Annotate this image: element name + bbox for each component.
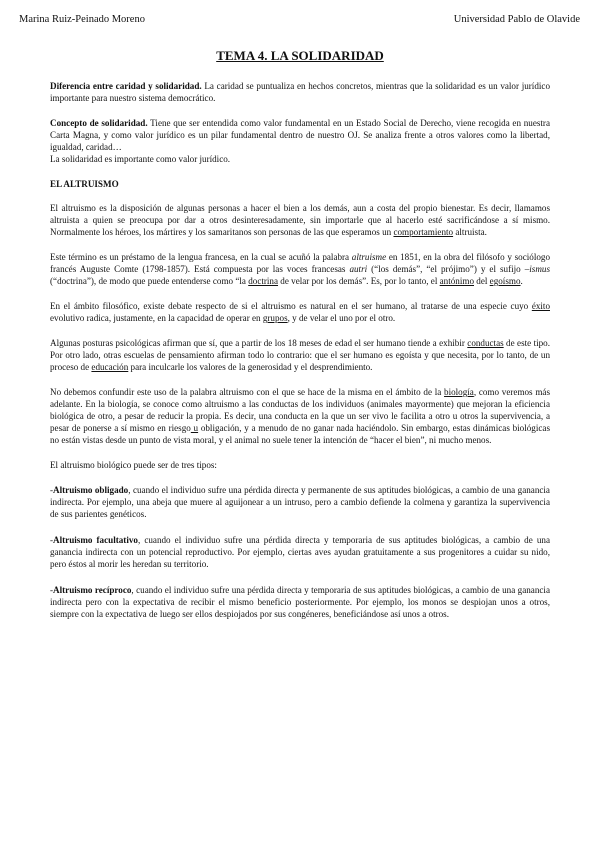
paragraph-concepto-solidaridad: Concepto de solidaridad. Tiene que ser entendida como valor fundamental en un Estado Social de Derecho, viene recogida en nuestra Carta Magna, y como valor jurídico es un pilar fundamental dentro de nuestro OJ. Se analiza frente a otros valores como la libertad, igualdad, caridad… La solidaridad es importante como valor jurídico. xyxy=(50,118,550,164)
document-body xyxy=(50,50,550,634)
document-title: TEMA 4. LA SOLIDARIDAD xyxy=(216,48,384,63)
link-egoismo[interactable]: egoísmo xyxy=(489,276,521,286)
paragraph-psicologico: Algunas posturas psicológicas afirman que sí, que a partir de los 18 meses de edad el ser humano tiende a exhibir conductas de este tipo. Por otro lado, otras escuelas de pensamiento afirman todo lo contrario: que el ser humano es egoísta y que necesita, por lo tanto, de un proceso de educación para inculcarle los valores de la generosidad y el desprendimiento. xyxy=(50,338,550,372)
paragraph-etimologia: Este término es un préstamo de la lengua francesa, en la cual se acuñó la palabra altruisme en 1851, en la obra del filósofo y sociólogo francés Auguste Comte (1798-1857). Está compuesta por las voces francesas autri (“los demás”, “el prójimo”) y el sufijo –ismus (“doctrina”), de modo que puede entenderse como “la doctrina de velar por los demás”. Es, por lo tanto, el antónimo del egoísmo. xyxy=(50,252,550,286)
list-item-label: Altruismo facultativo xyxy=(53,535,138,545)
paragraph-bold-lead: Diferencia entre caridad y solidaridad. xyxy=(50,81,202,91)
link-biologia[interactable]: biología xyxy=(444,387,474,397)
link-exito[interactable]: éxito xyxy=(531,301,550,311)
list-item: -Altruismo facultativo, cuando el individuo sufre una pérdida directa y temporaria de sus aptitudes biológicas, a cambio de una ganancia indirecta con un potencial reproductivo. Por ejemplo, ciertas aves ayudan gratuitamente a sus progenitores a cuidar su nido, pero éstos al morir les heredan su territorio. xyxy=(50,535,550,569)
link-conductas[interactable]: conductas xyxy=(467,338,504,348)
university-name: Universidad Pablo de Olavide xyxy=(453,14,580,25)
paragraph-biologia: No debemos confundir este uso de la palabra altruismo con el que se hace de la misma en el ámbito de la biología, como veremos más adelante. En la biología, se conoce como altruismo a las conductas de los individuos (animales mayormente) que mejoran la eficiencia biológica de otro, a pesar de reducir la propia. Es decir, una conducta en la que un ser vivo le facilita a otro u otros la supervivencia, a pesar de ponerse a sí mismo en riesgo u obligación, y a menudo de no ganar nada haciéndolo. Sin embargo, estas dinámicas biológicas no están vistas desde un punto de vista moral, y el animal no suele tener la intención de “hacer el bien”, ni mucho menos. xyxy=(50,387,550,445)
list-item: -Altruismo recíproco, cuando el individuo sufre una pérdida directa y temporaria de sus aptitudes biológicas, a cambio de una ganancia indirecta pero con la expectativa de recibir el mismo beneficio posteriormente. Por ejemplo, los monos se despiojan unos a otros, siempre con la expectativa de luego ser ellos despiojados por sus congéneres, beneficiándose así unos a otros. xyxy=(50,585,550,619)
paragraph-definicion: El altruismo es la disposición de algunas personas a hacer el bien a los demás, aun a costa del propio bienestar. Es decir, llamamos altruista a quien se preocupa por dar a otros desinteresadamente, sin importarle que al hacerlo esté sacrificándose a sí mismo. Normalmente los héroes, los mártires y los samaritanos son personas de las que esperamos un comportamiento altruista. xyxy=(50,203,550,237)
paragraph-caridad-solidaridad: Diferencia entre caridad y solidaridad. La caridad se puntualiza en hechos concretos, mientras que la solidaridad es un valor jurídico importante para nuestro sistema democrático. xyxy=(50,81,550,103)
list-item-label: Altruismo recíproco xyxy=(53,585,132,595)
list-item: -Altruismo obligado, cuando el individuo sufre una pérdida directa y permanente de sus aptitudes biológicas, a cambio de una ganancia indirecta. Por ejemplo, una abeja que muere al aguijonear a un intruso, pero a cambio defiende la colmena y garantiza la supervivencia de sus parientes genéticos. xyxy=(50,485,550,519)
link-grupos[interactable]: grupos xyxy=(262,313,288,323)
link-comportamiento[interactable]: comportamiento xyxy=(393,227,454,237)
page-header xyxy=(19,14,580,25)
list-item-label: Altruismo obligado xyxy=(53,485,129,495)
link-antonimo[interactable]: antónimo xyxy=(439,276,474,286)
link-u[interactable]: u xyxy=(190,423,199,433)
link-educacion[interactable]: educación xyxy=(91,362,129,372)
section-heading-altruismo: EL ALTRUISMO xyxy=(50,179,119,189)
paragraph-bold-lead: Concepto de solidaridad. xyxy=(50,118,148,128)
paragraph-tipos-intro: El altruismo biológico puede ser de tres tipos: xyxy=(50,460,217,470)
link-doctrina[interactable]: doctrina xyxy=(248,276,279,286)
paragraph-filosofico: En el ámbito filosófico, existe debate respecto de si el altruismo es natural en el ser humano, al tratarse de una especie cuyo éxito evolutivo radica, justamente, en la capacidad de operar en grupos, y de velar el uno por el otro. xyxy=(50,301,550,323)
author-name: Marina Ruiz-Peinado Moreno xyxy=(19,14,145,25)
